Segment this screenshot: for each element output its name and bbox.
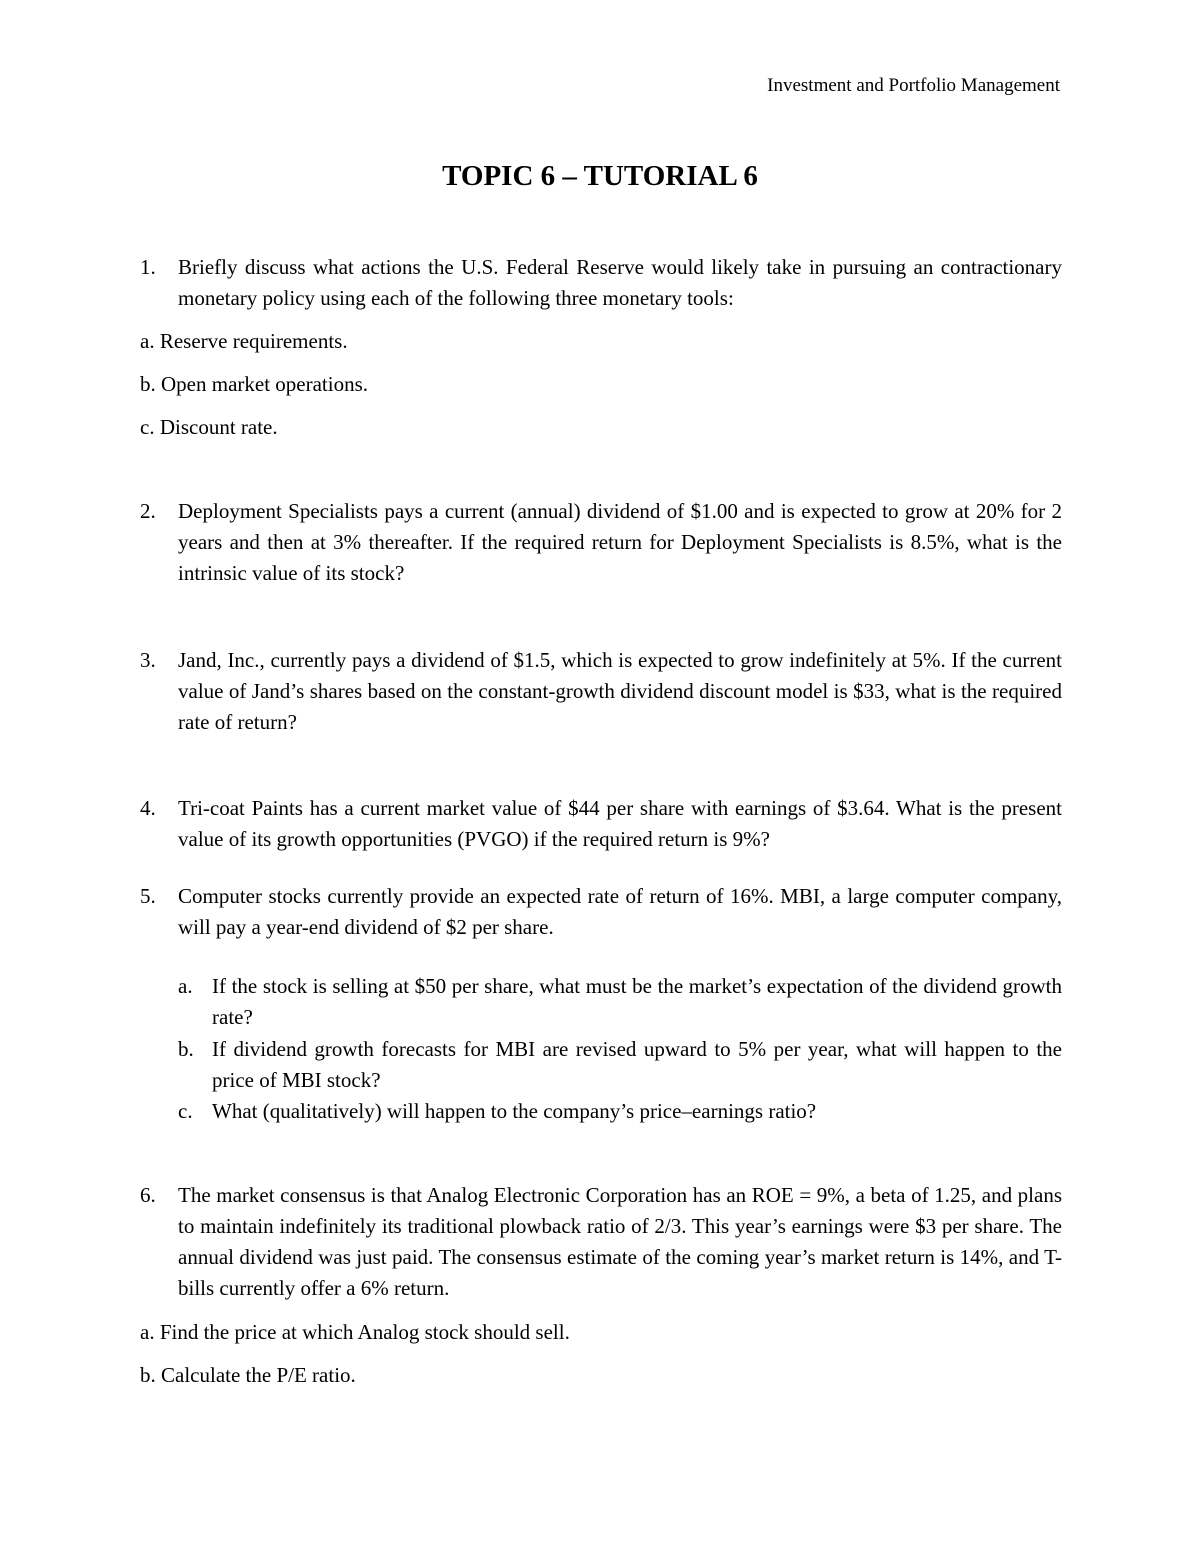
part-text: If dividend growth forecasts for MBI are revised upward to 5% per year, what will happen to the price of MBI stock? (212, 1037, 1062, 1092)
running-header: Investment and Portfolio Management (767, 75, 1060, 96)
question-3 (140, 645, 1062, 738)
question-2 (140, 496, 1062, 589)
question-number: 5. (140, 884, 156, 908)
question-4 (140, 793, 1062, 855)
question-text: The market consensus is that Analog Electronic Corporation has an ROE = 9%, a beta of 1.25, and plans to maintain indefinitely its traditional plowback ratio of 2/3. This year’s earnings were $3 per share. The annual dividend was just paid. The consensus estimate of the coming year’s market return is 14%, and T-bills currently offer a 6% return. (178, 1183, 1062, 1300)
question-6-part-b: b. Calculate the P/E ratio. (140, 1363, 356, 1387)
question-number: 6. (140, 1183, 156, 1207)
question-5 (140, 881, 1062, 943)
part-text: What (qualitatively) will happen to the company’s price–earnings ratio? (212, 1099, 817, 1123)
question-6 (140, 1180, 1062, 1304)
question-text: Jand, Inc., currently pays a dividend of $1.5, which is expected to grow indefinitely at 5%. If the current value of Jand’s shares based on the constant-growth dividend discount model is $33, what is the required rate of return? (178, 648, 1062, 734)
page-title: TOPIC 6 – TUTORIAL 6 (442, 160, 758, 192)
question-text: Tri-coat Paints has a current market value of $44 per share with earnings of $3.64. What is the present value of its growth opportunities (PVGO) if the required return is 9%? (178, 796, 1062, 851)
question-5-part-a (178, 971, 1062, 1033)
question-number: 2. (140, 499, 156, 523)
part-letter: b. (178, 1037, 194, 1061)
question-1-part-a: a. Reserve requirements. (140, 329, 348, 353)
question-number: 1. (140, 255, 156, 279)
question-6-part-a: a. Find the price at which Analog stock should sell. (140, 1320, 570, 1344)
question-number: 3. (140, 648, 156, 672)
question-number: 4. (140, 796, 156, 820)
part-letter: a. (178, 974, 193, 998)
question-1-part-b: b. Open market operations. (140, 372, 369, 396)
question-5-part-b (178, 1034, 1062, 1096)
question-text: Deployment Specialists pays a current (annual) dividend of $1.00 and is expected to grow at 20% for 2 years and then at 3% thereafter. If the required return for Deployment Specialists is 8.5%, what is the intrinsic value of its stock? (178, 499, 1062, 585)
question-5-part-c (178, 1096, 1062, 1127)
question-1 (140, 252, 1062, 314)
question-text: Computer stocks currently provide an expected rate of return of 16%. MBI, a large computer company, will pay a year-end dividend of $2 per share. (178, 884, 1062, 939)
question-1-part-c: c. Discount rate. (140, 415, 278, 439)
question-text: Briefly discuss what actions the U.S. Federal Reserve would likely take in pursuing an contractionary monetary policy using each of the following three monetary tools: (178, 255, 1062, 310)
part-text: If the stock is selling at $50 per share, what must be the market’s expectation of the dividend growth rate? (212, 974, 1062, 1029)
part-letter: c. (178, 1099, 193, 1123)
